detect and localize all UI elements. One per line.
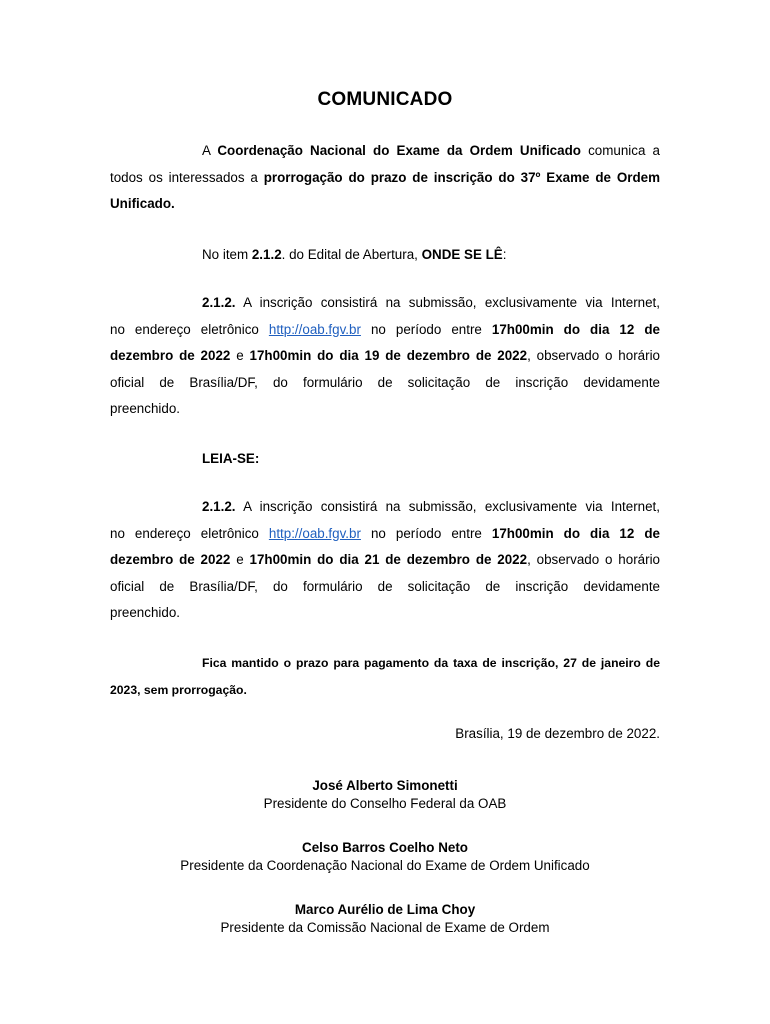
document-date: Brasília, 19 de dezembro de 2022. [455, 726, 660, 741]
clause-start-time: 17h00min do dia 12 de [491, 321, 660, 337]
oab-fgv-link[interactable]: http://oab.fgv.br [268, 525, 361, 541]
intro-line-3: Unificado. [110, 196, 175, 211]
clause-number: 2.1.2. [202, 499, 236, 514]
clause-number: 2.1.2. [202, 295, 236, 310]
amended-line-4: oficial de Brasília/DF, do formulário de solicitação de inscrição devidamente [110, 578, 660, 594]
amended-line-1 [110, 494, 660, 521]
onde-line [110, 242, 660, 269]
oab-fgv-link[interactable]: http://oab.fgv.br [268, 321, 361, 337]
clause-line-1 [110, 290, 660, 317]
amended-line-3 [110, 547, 660, 574]
clause-text: no endereço eletrônico [110, 525, 269, 541]
clause-start-time: 17h00min do dia 12 de [491, 525, 660, 541]
clause-text: e [230, 552, 250, 567]
clause-line-2 [110, 317, 660, 344]
clause-start-date: dezembro de 2022 [110, 552, 231, 567]
fee-paragraph [110, 650, 660, 703]
intro-text: A [202, 143, 218, 158]
clause-text: no período entre [360, 525, 492, 541]
amended-line-5: preenchido. [110, 605, 180, 620]
clause-end-datetime: 17h00min do dia 19 de dezembro de 2022 [249, 348, 528, 363]
signatory-role: Presidente do Conselho Federal da OAB [263, 796, 507, 811]
document-title: COMUNICADO [317, 89, 453, 110]
leia-se-paragraph [110, 446, 660, 473]
onde-text: . do Edital de Abertura, [281, 247, 422, 262]
intro-paragraph [110, 138, 660, 218]
amended-line-2 [110, 521, 660, 548]
clause-text: A inscrição consistirá na submissão, exclusivamente via Internet, [235, 295, 660, 310]
fee-line-1: Fica mantido o prazo para pagamento da taxa de inscrição, 27 de janeiro de [202, 656, 660, 670]
clause-text: e [230, 348, 250, 363]
intro-text: todos os interessados a [110, 169, 264, 185]
onde-se-le-paragraph [110, 242, 660, 269]
clause-text: no período entre [360, 321, 492, 337]
signature-block-2 [0, 839, 770, 875]
signatory-name: José Alberto Simonetti [312, 778, 458, 793]
clause-text: A inscrição consistirá na submissão, exclusivamente via Internet, [235, 499, 660, 514]
fee-line-2: 2023, sem prorrogação. [110, 682, 247, 697]
clause-text: , observado o horário [527, 348, 660, 363]
amended-clause-paragraph [110, 494, 660, 627]
signature-block-1 [0, 777, 770, 813]
clause-line-4: oficial de Brasília/DF, do formulário de solicitação de inscrição devidamente [110, 374, 660, 390]
intro-text: comunica a [580, 143, 660, 158]
signatory-name: Marco Aurélio de Lima Choy [294, 902, 476, 917]
clause-line-5: preenchido. [110, 401, 180, 416]
intro-line-1 [110, 138, 660, 165]
onde-text: : [502, 247, 507, 262]
leia-se-label: LEIA-SE: [202, 451, 260, 466]
clause-end-datetime: 17h00min do dia 21 de dezembro de 2022 [249, 552, 528, 567]
onde-se-le-label: ONDE SE LÊ [421, 247, 503, 262]
signature-block-3 [0, 901, 770, 937]
signatory-name: Celso Barros Coelho Neto [302, 840, 468, 855]
extension-notice: prorrogação do prazo de inscrição do 37º Exame de Ordem [263, 169, 660, 185]
intro-line-2 [110, 165, 660, 192]
onde-text: No item [202, 247, 252, 262]
clause-line-3 [110, 343, 660, 370]
signatory-role: Presidente da Comissão Nacional de Exame de Ordem [220, 920, 550, 935]
clause-text: , observado o horário [527, 552, 660, 567]
signatory-role: Presidente da Coordenação Nacional do Exame de Ordem Unificado [180, 858, 590, 873]
clause-start-date: dezembro de 2022 [110, 348, 231, 363]
coordination-name: Coordenação Nacional do Exame da Ordem Unificado [217, 143, 581, 158]
original-clause-paragraph [110, 290, 660, 423]
item-number: 2.1.2 [251, 247, 282, 262]
clause-text: no endereço eletrônico [110, 321, 269, 337]
